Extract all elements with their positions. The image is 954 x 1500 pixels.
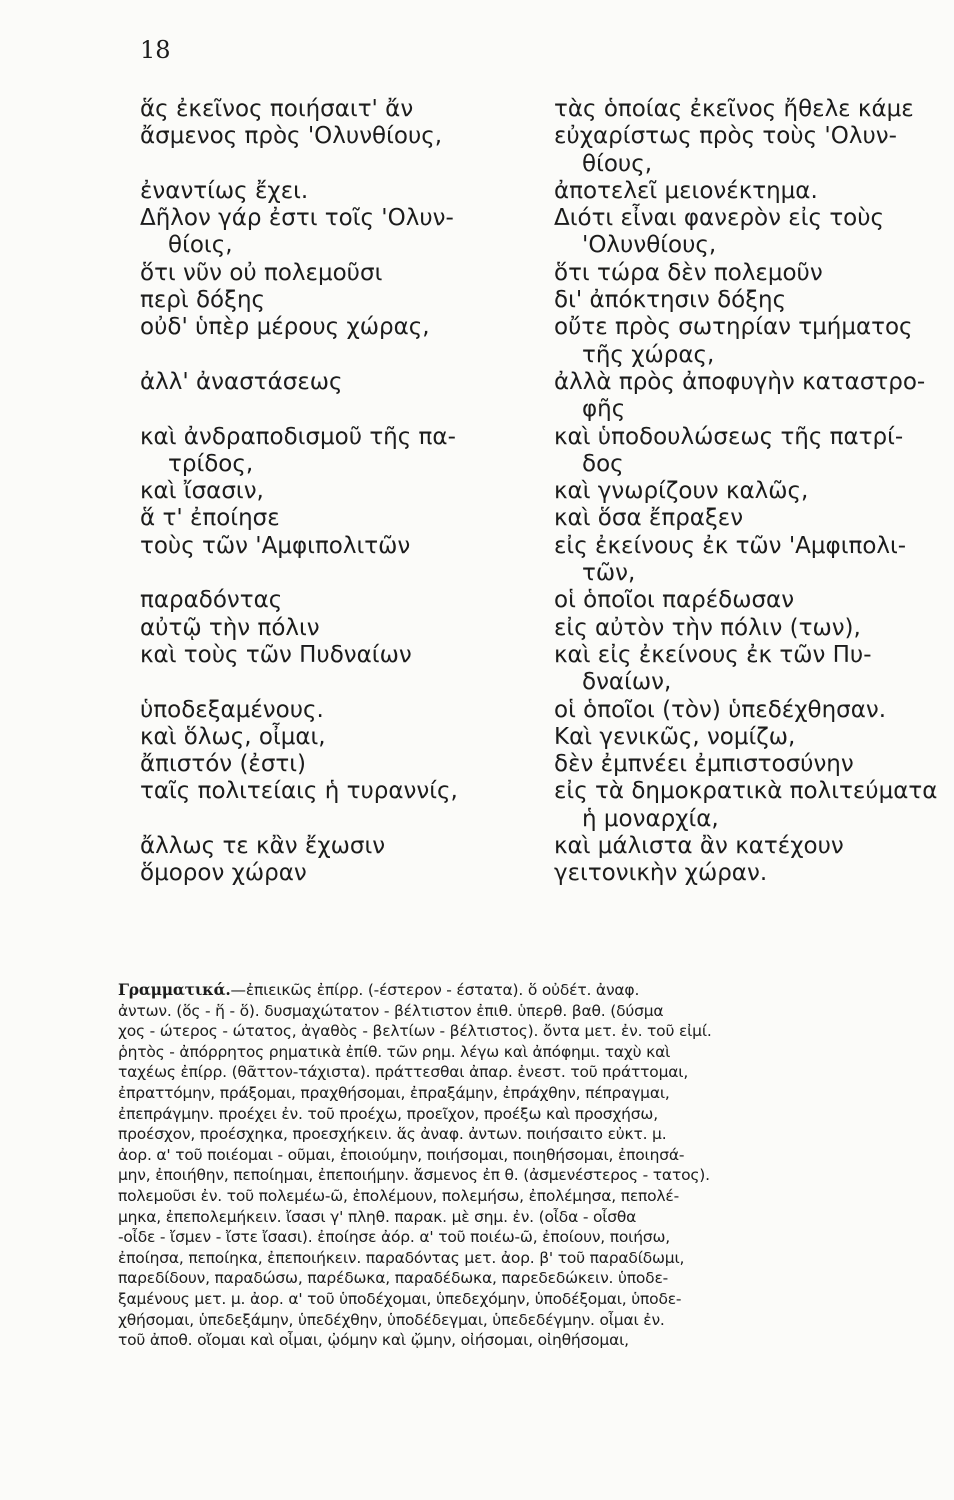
ancient-text-line — [140, 560, 520, 587]
grammar-notes — [118, 980, 950, 1351]
grammar-note-line: ἐπραττόμην, πράξομαι, πραχθήσομαι, ἐπραξάμην, ἐπράχθην, πέπραγμαι, — [118, 1083, 670, 1102]
ancient-text-line — [140, 806, 520, 833]
grammar-note-line: μην, ἐποιήθην, πεποίημαι, ἐπεποιήμην. ἄσμενος ἐπ θ. (ἀσμενέστερος - τατος). — [118, 1166, 710, 1185]
translation-text-line: καὶ εἰς ἐκείνους ἐκ τῶν Πυ- — [554, 641, 872, 668]
grammar-note-line: ἀορ. α' τοῦ ποιέομαι - οῦμαι, ἐποιούμην, ποιήσομαι, ποιηθήσομαι, ἐποιησά- — [118, 1145, 685, 1164]
translation-text-line: εἰς τὰ δημοκρατικὰ πολιτεύματα — [554, 778, 938, 805]
ancient-text-line: Δῆλον γάρ ἐστι τοῖς 'Ολυν- — [140, 205, 454, 232]
translation-text-line: θίους, — [582, 150, 653, 177]
ancient-text-line: τοὺς τῶν 'Αμφιπολιτῶν — [140, 532, 411, 559]
grammar-note-line: χος - ώτερος - ώτατος, ἀγαθὸς - βελτίων - βέλτιστος). ὄντα μετ. ἐν. τοῦ εἰμί. — [118, 1022, 712, 1041]
translation-text-line: γειτονικὴν χώραν. — [554, 860, 768, 887]
ancient-text-line: ὑποδεξαμένους. — [140, 696, 324, 723]
grammar-note-line: ῥητὸς - ἀπόρρητος ρηματικὰ ἐπίθ. τῶν ρημ. λέγω καὶ ἀπόφημι. ταχὺ καὶ — [118, 1042, 671, 1061]
translation-text-line: ἡ μοναρχία, — [582, 805, 719, 832]
grammar-note-line: ἀντων. (ὅς - ἥ - ὅ). δυσμαχώτατον - βέλτιστον ἐπιθ. ὑπερθ. βαθ. (δύσμα — [118, 1001, 664, 1020]
translation-text-line: ὅτι τώρα δὲν πολεμοῦν — [554, 259, 823, 286]
grammar-note-line: χθήσομαι, ὑπεδεξάμην, ὑπεδέχθην, ὑποδέδεγμαι, ὑπεδεδέγμην. οἶμαι ἐν. — [118, 1310, 665, 1329]
ancient-text-line: οὐδ' ὑπὲρ μέρους χώρας, — [140, 314, 430, 341]
ancient-text-line: παραδόντας — [140, 587, 283, 614]
ancient-text-line: ὅτι νῦν οὐ πολεμοῦσι — [140, 259, 383, 286]
translation-text-line: καὶ μάλιστα ἂν κατέχουν — [554, 833, 844, 860]
ancient-text-line: περὶ δόξης — [140, 287, 266, 314]
translation-text-line: δι' ἀπόκτησιν δόξης — [554, 287, 787, 314]
translation-text-line: 'Ολυνθίους, — [582, 232, 717, 259]
ancient-text-line: ἅ τ' ἐποίησε — [140, 505, 280, 532]
grammar-note-line: ταχέως ἐπίρρ. (θᾶττον-τάχιστα). πράττεσθαι ἀπαρ. ἐνεστ. τοῦ πράττομαι, — [118, 1063, 689, 1082]
grammar-note-line: τοῦ ἀποθ. οἴομαι καὶ οἶμαι, ᾠόμην καὶ ᾤμην, οἰήσομαι, οἰηθήσομαι, — [118, 1331, 629, 1350]
translation-text-line: Καὶ γενικῶς, νομίζω, — [554, 723, 796, 750]
grammar-note-line: παρεδίδουν, παραδώσω, παρέδωκα, παραδέδωκα, παρεδεδώκειν. ὑποδε- — [118, 1269, 669, 1288]
ancient-text-line: καὶ ἴσασιν, — [140, 478, 264, 505]
ancient-text-line — [140, 151, 520, 178]
grammar-note-line: μηκα, ἐπεπολεμήκειν. ἴσασι γ' πληθ. παρακ. μὲ σημ. ἐν. (οἶδα - οἶσθα — [118, 1207, 637, 1226]
ancient-text-line — [140, 669, 520, 696]
ancient-text-line: ἀλλ' ἀναστάσεως — [140, 368, 343, 395]
ancient-text-line — [140, 396, 520, 423]
translation-text-line: δος — [582, 450, 624, 477]
grammar-notes-title: Γραμματικά. — [118, 980, 231, 999]
ancient-text-line: ἄσμενος πρὸς 'Ολυνθίους, — [140, 123, 443, 150]
translation-text-line: καὶ γνωρίζουν καλῶς, — [554, 478, 809, 505]
translation-text-line: τὰς ὁποίας ἐκεῖνος ἤθελε κάμε — [554, 96, 914, 122]
grammar-note-line: προέσχον, προέσχηκα, προεσχήκειν. ἅς ἀναφ. ἀντων. ποιήσαιτο εὐκτ. μ. — [118, 1125, 667, 1144]
ancient-text-line: ὅμορον χώραν — [140, 860, 307, 887]
translation-text-line: οἱ ὁποῖοι (τὸν) ὑπεδέχθησαν. — [554, 696, 887, 723]
ancient-text-line: ἄλλως τε κἂν ἔχωσιν — [140, 833, 386, 860]
translation-text-line: ἀποτελεῖ μειονέκτημα. — [554, 177, 818, 204]
page-number: 18 — [140, 36, 171, 64]
ancient-text-line — [140, 342, 520, 369]
ancient-text-line: ἄπιστόν (ἐστι) — [140, 751, 307, 778]
ancient-text-line: καὶ ὅλως, οἶμαι, — [140, 723, 326, 750]
translation-text-line: καὶ ὑποδουλώσεως τῆς πατρί- — [554, 423, 904, 450]
translation-text-line: οἱ ὁποῖοι παρέδωσαν — [554, 587, 795, 614]
translation-text-line: εἰς ἐκείνους ἐκ τῶν 'Αμφιπολι- — [554, 532, 907, 559]
grammar-note-line: -οἶδε - ἴσμεν - ἴστε ἴσασι). ἐποίησε ἀόρ. α' τοῦ ποιέω-ῶ, ἐποίουν, ποιήσω, — [118, 1228, 670, 1247]
ancient-text-line: αὐτῷ τὴν πόλιν — [140, 614, 320, 641]
translation-text-line: καὶ ὅσα ἔπραξεν — [554, 505, 744, 532]
translation-text-line: τῶν, — [582, 560, 636, 587]
grammar-note-line: ἐπεπράγμην. προέχει ἐν. τοῦ προέχω, προεῖχον, προέξω καὶ προσχήσω, — [118, 1104, 658, 1123]
modern-greek-translation-column — [554, 96, 954, 888]
ancient-text-line: ἐναντίως ἔχει. — [140, 177, 309, 204]
translation-text-line: δὲν ἐμπνέει ἐμπιστοσύνην — [554, 751, 854, 778]
translation-text-line: εὐχαρίστως πρὸς τοὺς 'Ολυν- — [554, 123, 897, 150]
ancient-text-line: ταῖς πολιτείαις ἡ τυραννίς, — [140, 778, 458, 805]
translation-text-line: εἰς αὐτὸν τὴν πόλιν (των), — [554, 614, 861, 641]
translation-text-line: φῆς — [582, 396, 626, 423]
translation-text-line: οὔτε πρὸς σωτηρίαν τμήματος — [554, 314, 913, 341]
grammar-note-line: ἐποίησα, πεποίηκα, ἐπεποιήκειν. παραδόντας μετ. ἀορ. β' τοῦ παραδίδωμι, — [118, 1248, 685, 1267]
ancient-text-line: καὶ τοὺς τῶν Πυδναίων — [140, 641, 412, 668]
ancient-text-line: ἅς ἐκεῖνος ποιήσαιτ' ἄν — [140, 96, 414, 122]
translation-text-line: τῆς χώρας, — [582, 341, 715, 368]
translation-text-line: Διότι εἶναι φανερὸν εἰς τοὺς — [554, 205, 885, 232]
grammar-note-line: πολεμοῦσι ἐν. τοῦ πολεμέω-ῶ, ἐπολέμουν, πολεμήσω, ἐπολέμησα, πεπολέ- — [118, 1186, 679, 1205]
ancient-text-line: τρίδος, — [168, 450, 254, 477]
translation-text-line: δναίων, — [582, 669, 672, 696]
grammar-note-line: ξαμένους μετ. μ. ἀορ. α' τοῦ ὑποδέχομαι, ὑπεδεχόμην, ὑποδέξομαι, ὑποδε- — [118, 1289, 682, 1308]
ancient-greek-text-column — [140, 96, 520, 888]
translation-text-line: ἀλλὰ πρὸς ἀποφυγὴν καταστρο- — [554, 368, 926, 395]
ancient-text-line: θίοις, — [168, 232, 233, 259]
ancient-text-line: καὶ ἀνδραποδισμοῦ τῆς πα- — [140, 423, 456, 450]
grammar-note-line: —ἐπιεικῶς ἐπίρρ. (-έστερον - έστατα). ὅ οὐδέτ. ἀναφ. — [230, 981, 640, 999]
